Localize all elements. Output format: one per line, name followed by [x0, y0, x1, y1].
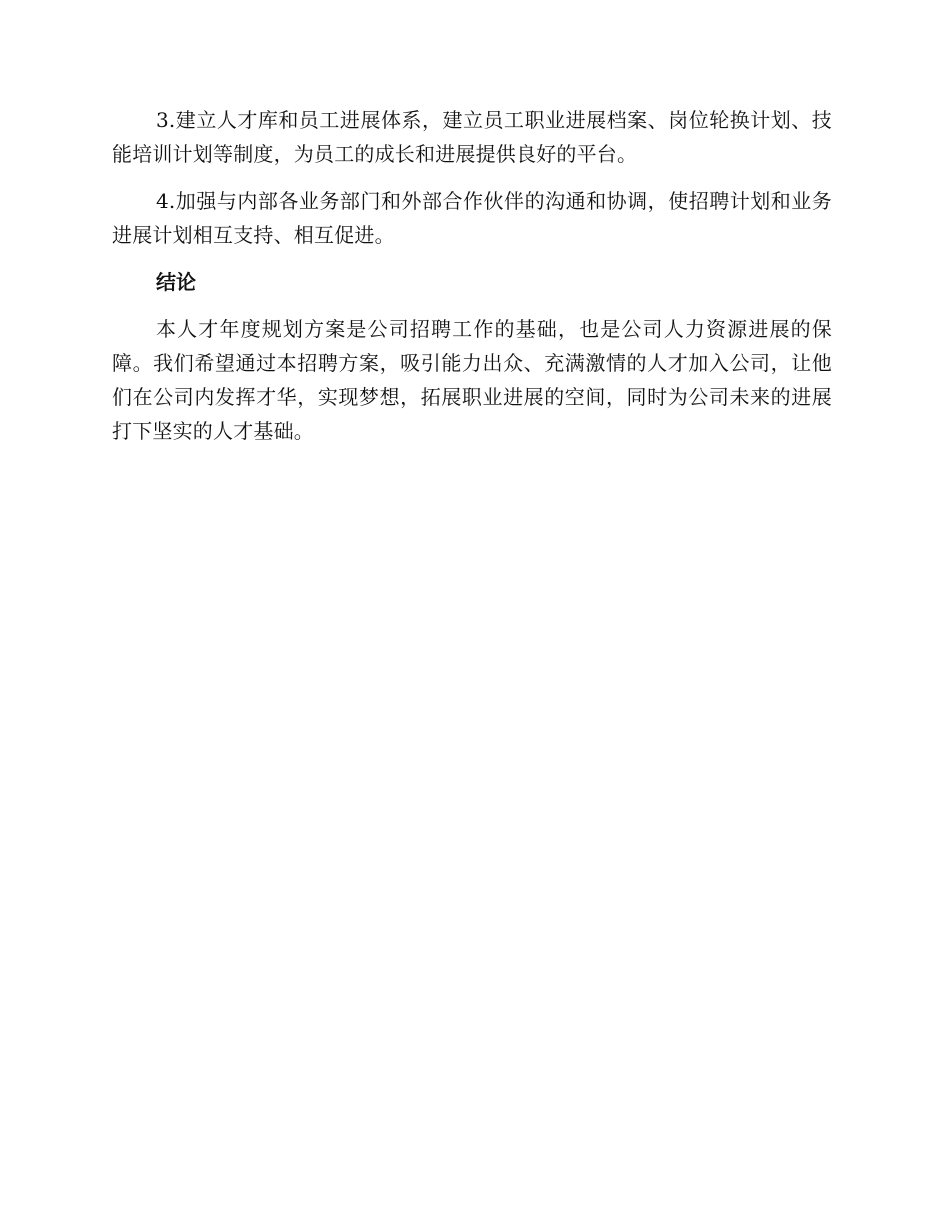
conclusion-paragraph: 本人才年度规划方案是公司招聘工作的基础，也是公司人力资源进展的保障。我们希望通过本招聘方案，吸引能力出众、充满激情的人才加入公司，让他们在公司内发挥才华，实现梦想，拓展职业进展的空间，同时为公司未来的进展打下坚实的人才基础。 [112, 317, 832, 443]
document-page [112, 103, 832, 448]
paragraph-item-3: 3.建立人才库和员工进展体系，建立员工职业进展档案、岗位轮换计划、技能培训计划等制度，为员工的成长和进展提供良好的平台。 [112, 108, 832, 166]
section-heading-conclusion: 结论 [156, 270, 196, 294]
paragraph-item-4: 4.加强与内部各业务部门和外部合作伙伴的沟通和协调，使招聘计划和业务进展计划相互支持、相互促进。 [112, 189, 832, 247]
